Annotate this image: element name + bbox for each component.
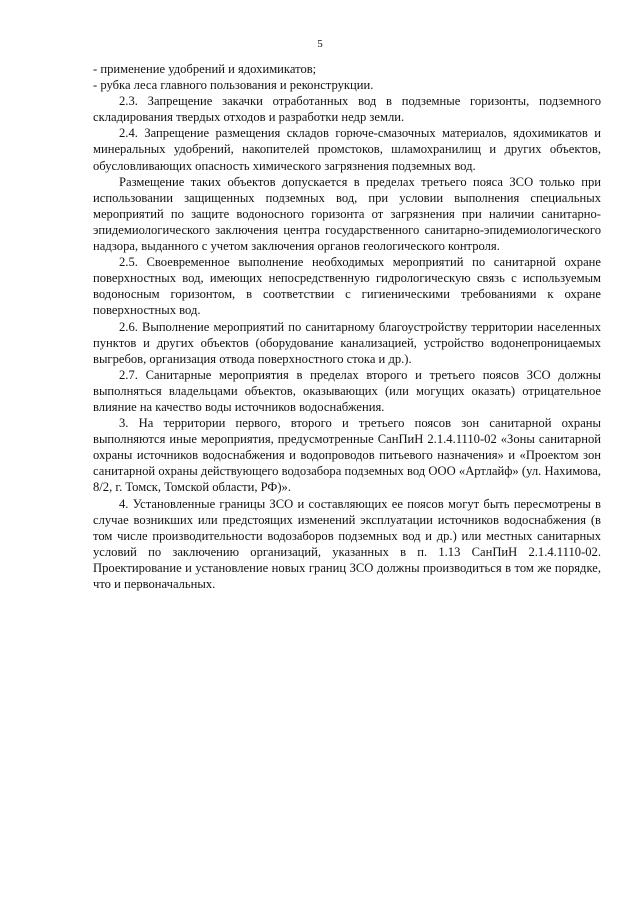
list-item-fertilizers: - применение удобрений и ядохимикатов; [93,62,317,76]
document-body [93,61,601,592]
paragraph-2-5: 2.5. Своевременное выполнение необходимых мероприятий по санитарной охране поверхностных вод, имеющих непосредственную гидрологическую связь с используемым водоносным горизонтом, в соответствии с гигиеническими требованиями к охране поверхностных вод. [93,255,601,318]
list-item-logging: - рубка леса главного пользования и реконструкции. [93,78,374,93]
paragraph-2-6: 2.6. Выполнение мероприятий по санитарному благоустройству территории населенных пунктов и других объектов (оборудование канализацией, устройство водонепроницаемых выгребов, организация отвода поверхностного стока и др.). [93,319,601,366]
paragraph-3: 3. На территории первого, второго и третьего поясов зон санитарной охраны выполняются иные мероприятия, предусмотренные СанПиН 2.1.4.1110-02 «Зоны санитарной охраны источников водоснабжения и водопроводов питьевого назначения» и «Проектом зон санитарной охраны действующего водозабора подземных вод ООО «Артлайф» (ул. Нахимова, 8/2, г. Томск, Томской области, РФ)». [93,416,601,495]
paragraph-2-4: 2.4. Запрещение размещения складов горюче-смазочных материалов, ядохимикатов и минеральных удобрений, накопителей промстоков, шламохранилищ и других объектов, обусловливающих опасность химического загрязнения подземных вод. [93,126,601,173]
page-number: 5 [317,38,323,50]
paragraph-2-3: 2.3. Запрещение закачки отработанных вод в подземные горизонты, подземного складирования твердых отходов и разработки недр земли. [93,94,601,125]
paragraph-2-7: 2.7. Санитарные мероприятия в пределах второго и третьего поясов ЗСО должны выполняться владельцами объектов, оказывающих (или могущих оказать) отрицательное влияние на качество воды источников водоснабжения. [93,367,601,414]
paragraph-placement-conditions: Размещение таких объектов допускается в пределах третьего пояса ЗСО только при использовании защищенных подземных вод, при условии выполнения специальных мероприятий по защите водоносного горизонта от загрязнения при наличии санитарно-эпидемиологического заключения центра государственного санитарно-эпидемиологического надзора, выданного с учетом заключения органов геологического контроля. [93,174,601,254]
paragraph-4: 4. Установленные границы ЗСО и составляющих ее поясов могут быть пересмотрены в случае возникших или предстоящих изменений эксплуатации источников водоснабжения (в том числе производительности водозаборов подземных вод и др.) или местных санитарных условий по заключению организаций, указанных в п. 1.13 СанПиН 2.1.4.1110-02. Проектирование и установление новых границ ЗСО должны производиться в том же порядке, что и первоначальных. [93,496,601,591]
